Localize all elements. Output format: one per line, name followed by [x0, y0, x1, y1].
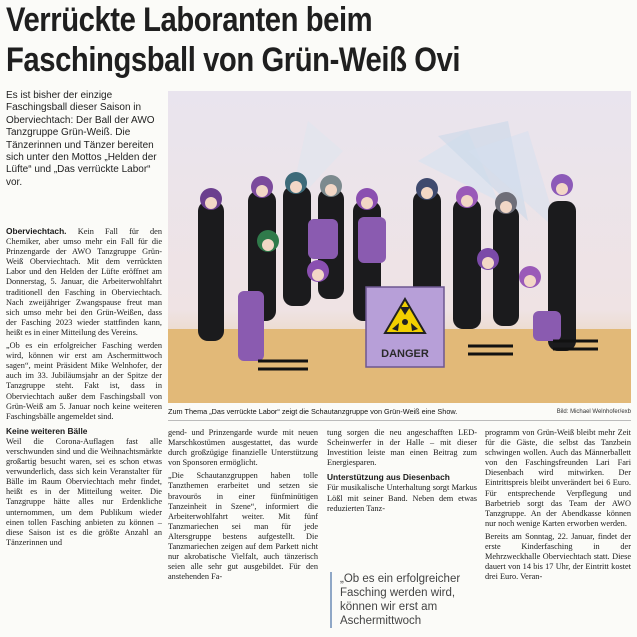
- headline-line-2: Faschingsball von Grün-Weiß Ovi: [6, 41, 461, 79]
- photo-credit: Bild: Michael Welnhofer/exb: [556, 409, 631, 415]
- article-paragraph: programm von Grün-Weiß bleibt mehr Zeit für die Gäste, die selbst das Tanzbein schwingen wollen. Auch das Männerballett von den Faschingsfreunden Lari Fari Diesenbach wird mitwirken. Der Eintrittspreis bleibt unverändert bei 6 Euro. Für entsprechende Verpflegung und Barbetrieb sorgt das Team der AWO Tanzgruppe. An der Abendkasse können nur noch wenige Karten erworben werden.: [485, 428, 631, 528]
- divider: [168, 420, 631, 421]
- article-paragraph: Weil die Corona-Auflagen fast alle verschwunden sind und die Weihnachtsmärkte großartig besucht waren, sei es schon etwas verwunderlich, dass sich kein Veranstalter für Bälle im Raum Oberviechtach mehr findet, heißt es in der Mitteilung weiter. Die Tanzgruppe hätte alles nur Erdenkliche unternommen, um dem Publikum wieder einen tollen Fasching anbieten zu können – diese Saison ist es die größte Anzahl an Tänzerinnen und: [6, 436, 162, 547]
- article-column-4: [485, 428, 631, 637]
- teaser-intro: Es ist bisher der einzige Faschingsball dieser Saison in Oberviechtach: Der Ball der AWO Tanzgruppe Grün-Weiß. Die Tänzerinnen und Tänzer bereiten sich unter den Mottos „Helden der Lüfte“ und „Das verrückte Labor“ vor.: [6, 90, 157, 188]
- pull-quote: „Ob es ein erfolgreicher Fasching werden wird, können wir erst am Aschermittwoch: [330, 572, 492, 628]
- article-paragraph: „Ob es ein erfolgreicher Fasching werden wird, können wir erst am Aschermittwoch sagen“, meint Präsident Mike Welnhofer, der auch im 33. Jubiläumsjahr an der Spitze der Tanzgruppe steht. Fakt ist, dass in Oberviechtach außer dem Faschingsball von Grün-Weiß am 5. Januar noch keine weiteren Faschingsbälle angemeldet sind.: [6, 341, 162, 421]
- subheading: Unterstützung aus Diesenbach: [327, 472, 450, 483]
- article-paragraph: Für musikalische Unterhaltung sorgt Markus Lößl mit seiner Band. Neben dem etwas reduzierten Tanz-: [327, 483, 477, 513]
- article-column-1: [6, 226, 162, 637]
- danger-sign: [366, 287, 444, 367]
- article-column-3: [327, 428, 477, 568]
- headline-line-1: Verrückte Laboranten beim: [6, 1, 373, 39]
- danger-sign-label: DANGER: [381, 348, 429, 360]
- article-paragraph: „Die Schautanzgruppen haben tolle Tanzthemen erarbeitet und setzen sie bravourös in einer fünfminütigen Tanzeinheit in Szene“, informiert die Arbeiterwohlfahrt weiter. Mit fünf Tanzmariechen sei man für jede Altersgruppe bestens aufgestellt. Die Tanzmariechen zeigen auf dem Parkett nicht nur akrobatische Vielfalt, auch tänzerisch seien alle sehr gut ausgebildet. Für den anstehenden Fa-: [168, 471, 318, 582]
- caption-text: Zum Thema „Das verrückte Labor“ zeigt die Schautanzgruppe von Grün-Weiß eine Show.: [168, 407, 458, 416]
- article-paragraph: tung sorgen die neu angeschafften LED-Scheinwerfer in der Halle – mit dieser Investition leiste man einen Beitrag zum Energiesparen.: [327, 428, 477, 468]
- article-photo: [168, 91, 631, 403]
- paragraph-text: Kein Fall für den Chemiker, aber umso mehr ein Fall für die Prinzengarde der AWO Tanzgruppe Grün-Weiß Oberviechtach. Mit dem verrückten Labor und den Helden der Lüfte eröffnet am Donnerstag, 5. Januar, die Arbeiterwohlfahrt traditionell den Fasching in Oberviechtach. Nach zweijähriger Zwangspause freut man sich umso mehr bei den Grün-Weißen, dass der Fasching 2023 wieder stattfinden kann, heißt es in einer Mitteilung des Vereins.: [6, 227, 162, 337]
- article-paragraph: gend- und Prinzengarde wurde mit neuen Marschkostümen ausgestattet, das wurde durch großzügige finanzielle Unterstützung von Sponsoren ermöglicht.: [168, 428, 318, 468]
- article-paragraph: Bereits am Sonntag, 22. Januar, findet der erste Kinderfasching in der Mehrzweckhalle Oberviechtach statt. Diese dauert von 14 bis 17 Uhr, der Eintritt kostet drei Euro. Veran-: [485, 531, 631, 582]
- subheading: Keine weiteren Bälle: [6, 425, 88, 436]
- article-paragraph: [6, 226, 162, 338]
- article-column-2: [168, 428, 318, 637]
- headline: [6, 0, 631, 80]
- photo-caption: [168, 407, 631, 417]
- dateline: Oberviechtach.: [6, 226, 67, 236]
